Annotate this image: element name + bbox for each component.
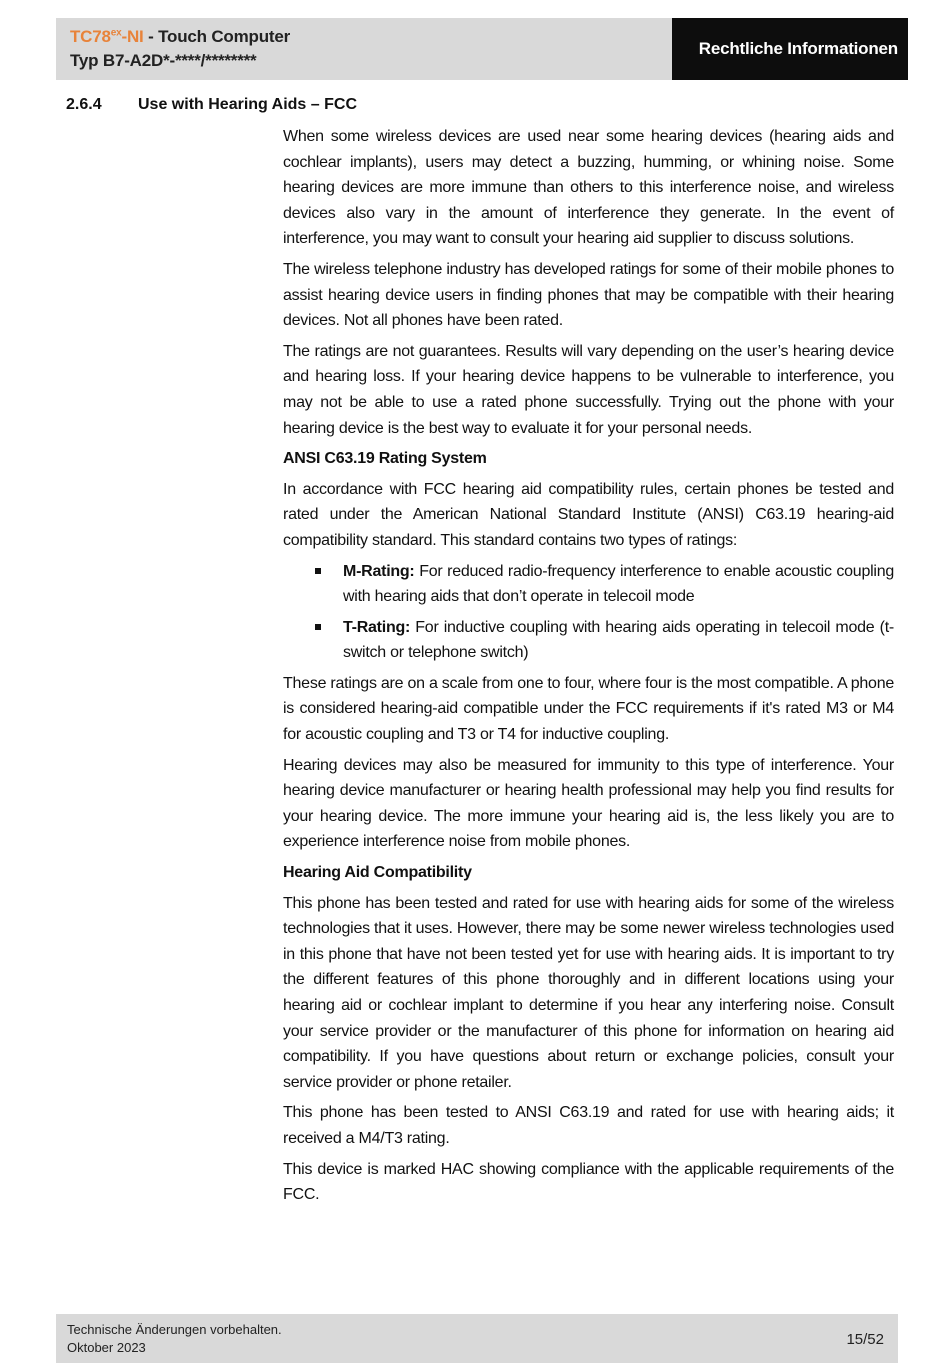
section-number: 2.6.4	[66, 96, 102, 113]
list-item-label: T-Rating:	[343, 618, 411, 636]
list-item	[283, 559, 894, 610]
subheading-hac: Hearing Aid Compatibility	[283, 864, 472, 882]
product-name	[70, 27, 144, 46]
paragraph: This phone has been tested and rated for use with hearing aids for some of the wireless technologies that it uses. However, there may be some newer wireless technologies used in this phone that have not been tested yet for use with hearing aids. It is important to try the different features of this phone thoroughly and in different locations using your hearing aid or cochlear implant to determine if you hear any interfering noise. Consult your service provider or the manufacturer of this phone for information on hearing aid compatibility. If you have questions about return or exchange policies, consult your service provider or phone retailer.	[283, 894, 894, 1091]
footer-date: Oktober 2023	[67, 1340, 146, 1355]
product-subtitle: - Touch Computer	[143, 27, 291, 46]
section-title: Use with Hearing Aids – FCC	[138, 96, 357, 113]
header-section-label: Rechtliche Informationen	[698, 39, 898, 58]
list-item	[283, 615, 894, 666]
list-item-label: M-Rating:	[343, 562, 415, 580]
product-superscript: ex	[110, 27, 122, 39]
product-type: Typ B7-A2D*-****/********	[70, 51, 257, 70]
product-suffix: -NI	[121, 27, 144, 46]
ratings-list	[283, 559, 894, 666]
paragraph: The wireless telephone industry has developed ratings for some of their mobile phones to assist hearing device users in finding phones that may be compatible with their hearing devices. Not all phones have been rated.	[283, 260, 894, 330]
page-footer	[56, 1314, 898, 1363]
product-model: TC78	[70, 27, 111, 46]
header-product-block	[56, 18, 672, 80]
bullet-square-icon	[315, 624, 321, 630]
list-item-text: For reduced radio-frequency interference to enable acoustic coupling with hearing aids that don’t operate in telecoil mode	[343, 562, 894, 606]
paragraph: When some wireless devices are used near some hearing devices (hearing aids and cochlear implants), users may detect a buzzing, humming, or whining noise. Some hearing devices are more immune than others to this interference noise, and wireless devices also vary in the amount of interference they generate. In the event of interference, you may want to consult your hearing aid supplier to discuss solutions.	[283, 128, 894, 248]
paragraph: This phone has been tested to ANSI C63.19 and rated for use with hearing aids; it received a M4/T3 rating.	[283, 1104, 894, 1147]
section-heading	[66, 96, 357, 114]
document-body	[283, 124, 894, 1213]
paragraph: The ratings are not guarantees. Results will vary depending on the user’s hearing device and hearing loss. If your hearing device happens to be vulnerable to interference, you may not be able to use a rated phone successfully. Trying out the phone with your hearing device is the best way to evaluate it for your personal needs.	[283, 342, 894, 437]
bullet-square-icon	[315, 568, 321, 574]
paragraph: In accordance with FCC hearing aid compatibility rules, certain phones be tested and rated under the American National Standard Institute (ANSI) C63.19 hearing-aid compatibility standard. This standard contains two types of ratings:	[283, 480, 894, 549]
paragraph: Hearing devices may also be measured for immunity to this type of interference. Your hearing device manufacturer or hearing health professional may help you find results for your hearing device. The more immune your hearing aid is, the less likely you are to experience interference noise from mobile phones.	[283, 756, 894, 851]
product-title	[70, 27, 290, 47]
footer-disclaimer: Technische Änderungen vorbehalten.	[67, 1322, 282, 1337]
subheading-ansi: ANSI C63.19 Rating System	[283, 450, 487, 468]
list-item-text: For inductive coupling with hearing aids operating in telecoil mode (t-switch or telephone switch)	[343, 618, 894, 662]
paragraph: These ratings are on a scale from one to four, where four is the most compatible. A phone is considered hearing-aid compatible under the FCC requirements if it's rated M3 or M4 for acoustic coupling and T3 or T4 for inductive coupling.	[283, 674, 894, 744]
header-section-block	[672, 18, 908, 80]
page-number: 15/52	[846, 1331, 884, 1348]
paragraph: This device is marked HAC showing compliance with the applicable requirements of the FCC.	[283, 1160, 894, 1204]
